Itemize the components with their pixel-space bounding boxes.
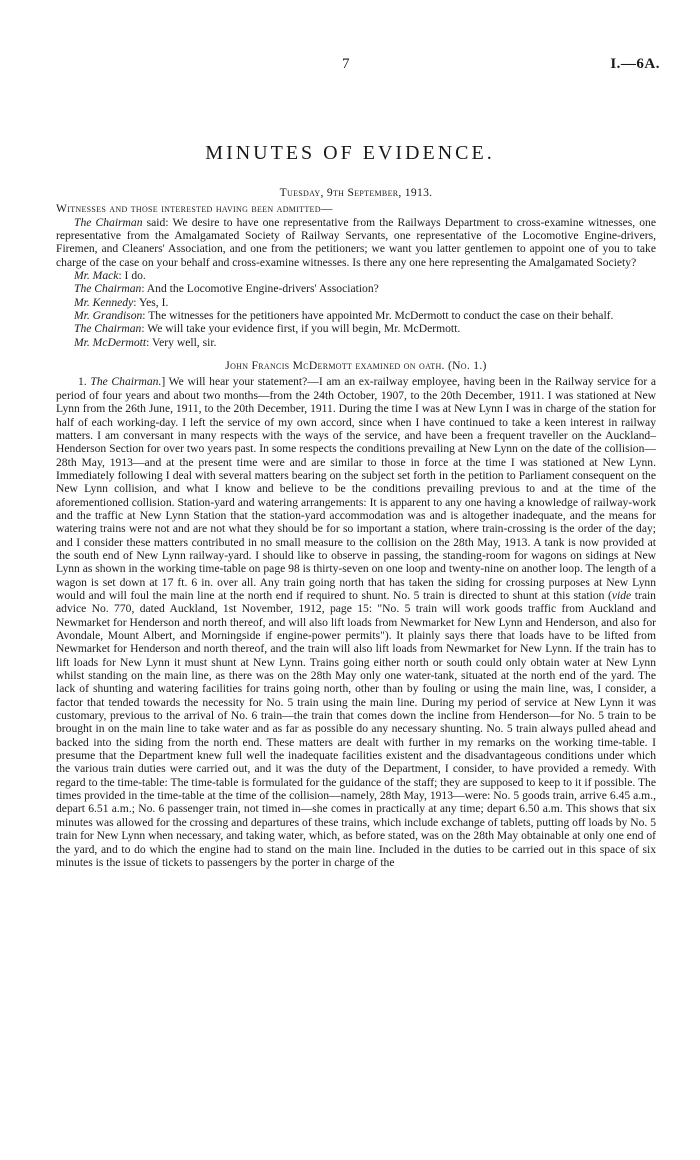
exchange-speaker: Mr. Mack — [74, 269, 119, 283]
exchange-speaker: The Chairman — [74, 282, 142, 296]
exchange-paragraph — [56, 296, 656, 309]
exchange-text: : Very well, sir. — [146, 335, 217, 349]
answer-text: ] We will hear your statement?—I am an ex-railway employee, having been in the Railway service for a period of four years and about two months—from the 24th October, 1907, to the 20th December, 1911. I was stationed at New Lynn from the 26th June, 1911, to the 20th December, 1911. During the time I was at New Lynn I was in charge of the station for half of each working-day. I left the service of my own accord, since when I have continued to take a keen interest in railway matters. I am conversant in many respects with the ways of the service, and have been a frequent traveller on the Auckland–Henderson Section for over two years past. In some respects the conditions prevailing at New Lynn on the date of the collision—28th May, 1913—and at the present time were and are similar to those in force at the time I was stationed at New Lynn. Immediately following I deal with several matters bearing on the subject set forth in the petition to Parliament consequent on the New Lynn collision, and what I know and believe to be the conditions prevailing previous to and at the time of the aforementioned collision. Station-yard and watering arrangements: It is apparent to any one having a knowledge of railway-work and the traffic at New Lynn Station that the station-yard accommodation was and is altogether inadequate, and the means for watering trains were not and are not what they should be for so important a station, where train-crossing is the order of the day; and I consider these matters contributed in no small measure to the collision on the 28th May, 1913. A tank is now provided at the south end of New Lynn railway-yard. I should like to observe in passing, the standing-room for wagons on sidings at New Lynn as shown in the working time-table on page 98 is thirty-seven on one loop and twenty-nine on another loop. The length of a wagon is set down at 17 ft. 6 in. over all. Any train going north that has taken the siding for crossing purposes at New Lynn would and will foul the main line at the north end if required to shunt. No. 5 train is directed to shunt at this station ( — [56, 375, 657, 602]
exchange-text: : And the Locomotive Engine-drivers' Association? — [141, 282, 379, 296]
exchange-text: : The witnesses for the petitioners have appointed Mr. McDermott to conduct the case on their behalf. — [142, 309, 614, 323]
answer-paragraph — [56, 375, 656, 869]
document-body — [56, 186, 656, 869]
examined-text: John Francis McDermott examined on oath. (No. 1.) — [225, 359, 487, 373]
answer-text-continued: train advice No. 770, dated Auckland, 1st November, 1912, page 15: "No. 5 train will work goods traffic from Auckland and Newmarket for Henderson and north thereof, and will also lift loads from Newmarket for New Lynn and Henderson, and also for Avondale, Mount Albert, and Morningside if engine-power permits"). It plainly says there that loads have to be lifted from Newmarket for Henderson and north thereof, and the train will also lift loads from Newmarket for New Lynn. If the train has to lift loads for New Lynn it must shunt at New Lynn. Trains going either north or south could only obtain water at New Lynn whilst standing on the main line, as there was on the 28th May only one water-tank, situated at the north end of the yard. The lack of shunting and watering facilities for trains going north, other than by fouling or using the main line, was, I consider, a factor that tended towards the necessity for No. 5 train using the main line. During my period of service at New Lynn it was customary, previous to the arrival of No. 6 train—the train that comes down the incline from Henderson—for No. 5 train to be brought in on the main line to take water and as far as possible do any necessary shunting. No. 5 train always pulled ahead and backed into the siding from the north end. These matters are dealt with further in my remarks on the working time-table. I presume that the Department knew full well the inadequate facilities existent and the disadvantageous conditions under which the various train duties were carried out, and it was the duty of the Department, I consider, to have provided a remedy. With regard to the time-table: The time-table is formulated for the guidance of the staff; they are supposed to keep to it if possible. The times provided in the time-table at the time of the collision—namely, 28th May, 1913—were: No. 5 goods train, arrive 6.45 a.m., depart 6.51 a.m.; No. 6 passenger train, not timed in—she comes in practically at any time; depart 6.50 a.m. This shows that six minutes was allowed for the crossing and departures of these trains, which include exchange of tablets, putting off loads by No. 5 train for New Lynn when necessary, and taking water, which, as before stated, was on the 28th May obtainable at only one end of the yard, and to do which the engine had to stand on the main line. Included in the duties to be carried out in this space of six minutes is the issue of tickets to passengers by the porter in charge of the — [56, 588, 656, 869]
exchange-paragraph — [56, 309, 656, 322]
exchange-paragraph — [56, 282, 656, 295]
session-date: Tuesday, 9th September, 1913. — [279, 186, 433, 199]
witness-examined-line — [56, 359, 656, 372]
exchange-paragraph — [56, 322, 656, 335]
answer-speaker: The Chairman. — [90, 375, 162, 389]
exchange-text: : We desire to have one representative from the Railways Department to cross-examine witnesses, one representative from the Amalgamated Society of Railway Servants, one representative of the Locomotive Engine-drivers, Firemen, and Cleaners' Association, and one from the petitioners; we want you latter gentlemen to appoint one of you to take charge of the case on your behalf and cross-examine witnesses. Is there any one here representing the Amalgamated Society? — [56, 215, 656, 269]
witnesses-intro-text: Witnesses and those interested having been admitted— — [56, 202, 333, 216]
exchange-text: : I do. — [118, 269, 146, 283]
page-title: MINUTES OF EVIDENCE. — [205, 142, 495, 164]
document-reference: I.—6A. — [610, 56, 660, 72]
exchange-speaker: The Chairman — [74, 322, 142, 336]
exchange-paragraph — [56, 336, 656, 349]
exchange-speaker: Mr. Grandison — [74, 309, 143, 323]
exchange-paragraph — [56, 216, 656, 269]
question-number: 1. — [78, 375, 87, 389]
witnesses-intro — [56, 202, 656, 215]
exchange-speaker: Mr. McDermott — [74, 335, 147, 349]
exchange-paragraph — [56, 269, 656, 282]
exchange-text: : Yes, I. — [133, 295, 169, 309]
exchange-speaker: Mr. Kennedy — [74, 295, 134, 309]
exchange-text: : We will take your evidence first, if you will begin, Mr. McDermott. — [141, 322, 461, 336]
page-number: 7 — [342, 56, 350, 72]
exchange-verb: said — [142, 215, 166, 229]
exchange-speaker: The Chairman — [74, 215, 143, 229]
vide-word: vide — [611, 588, 632, 602]
